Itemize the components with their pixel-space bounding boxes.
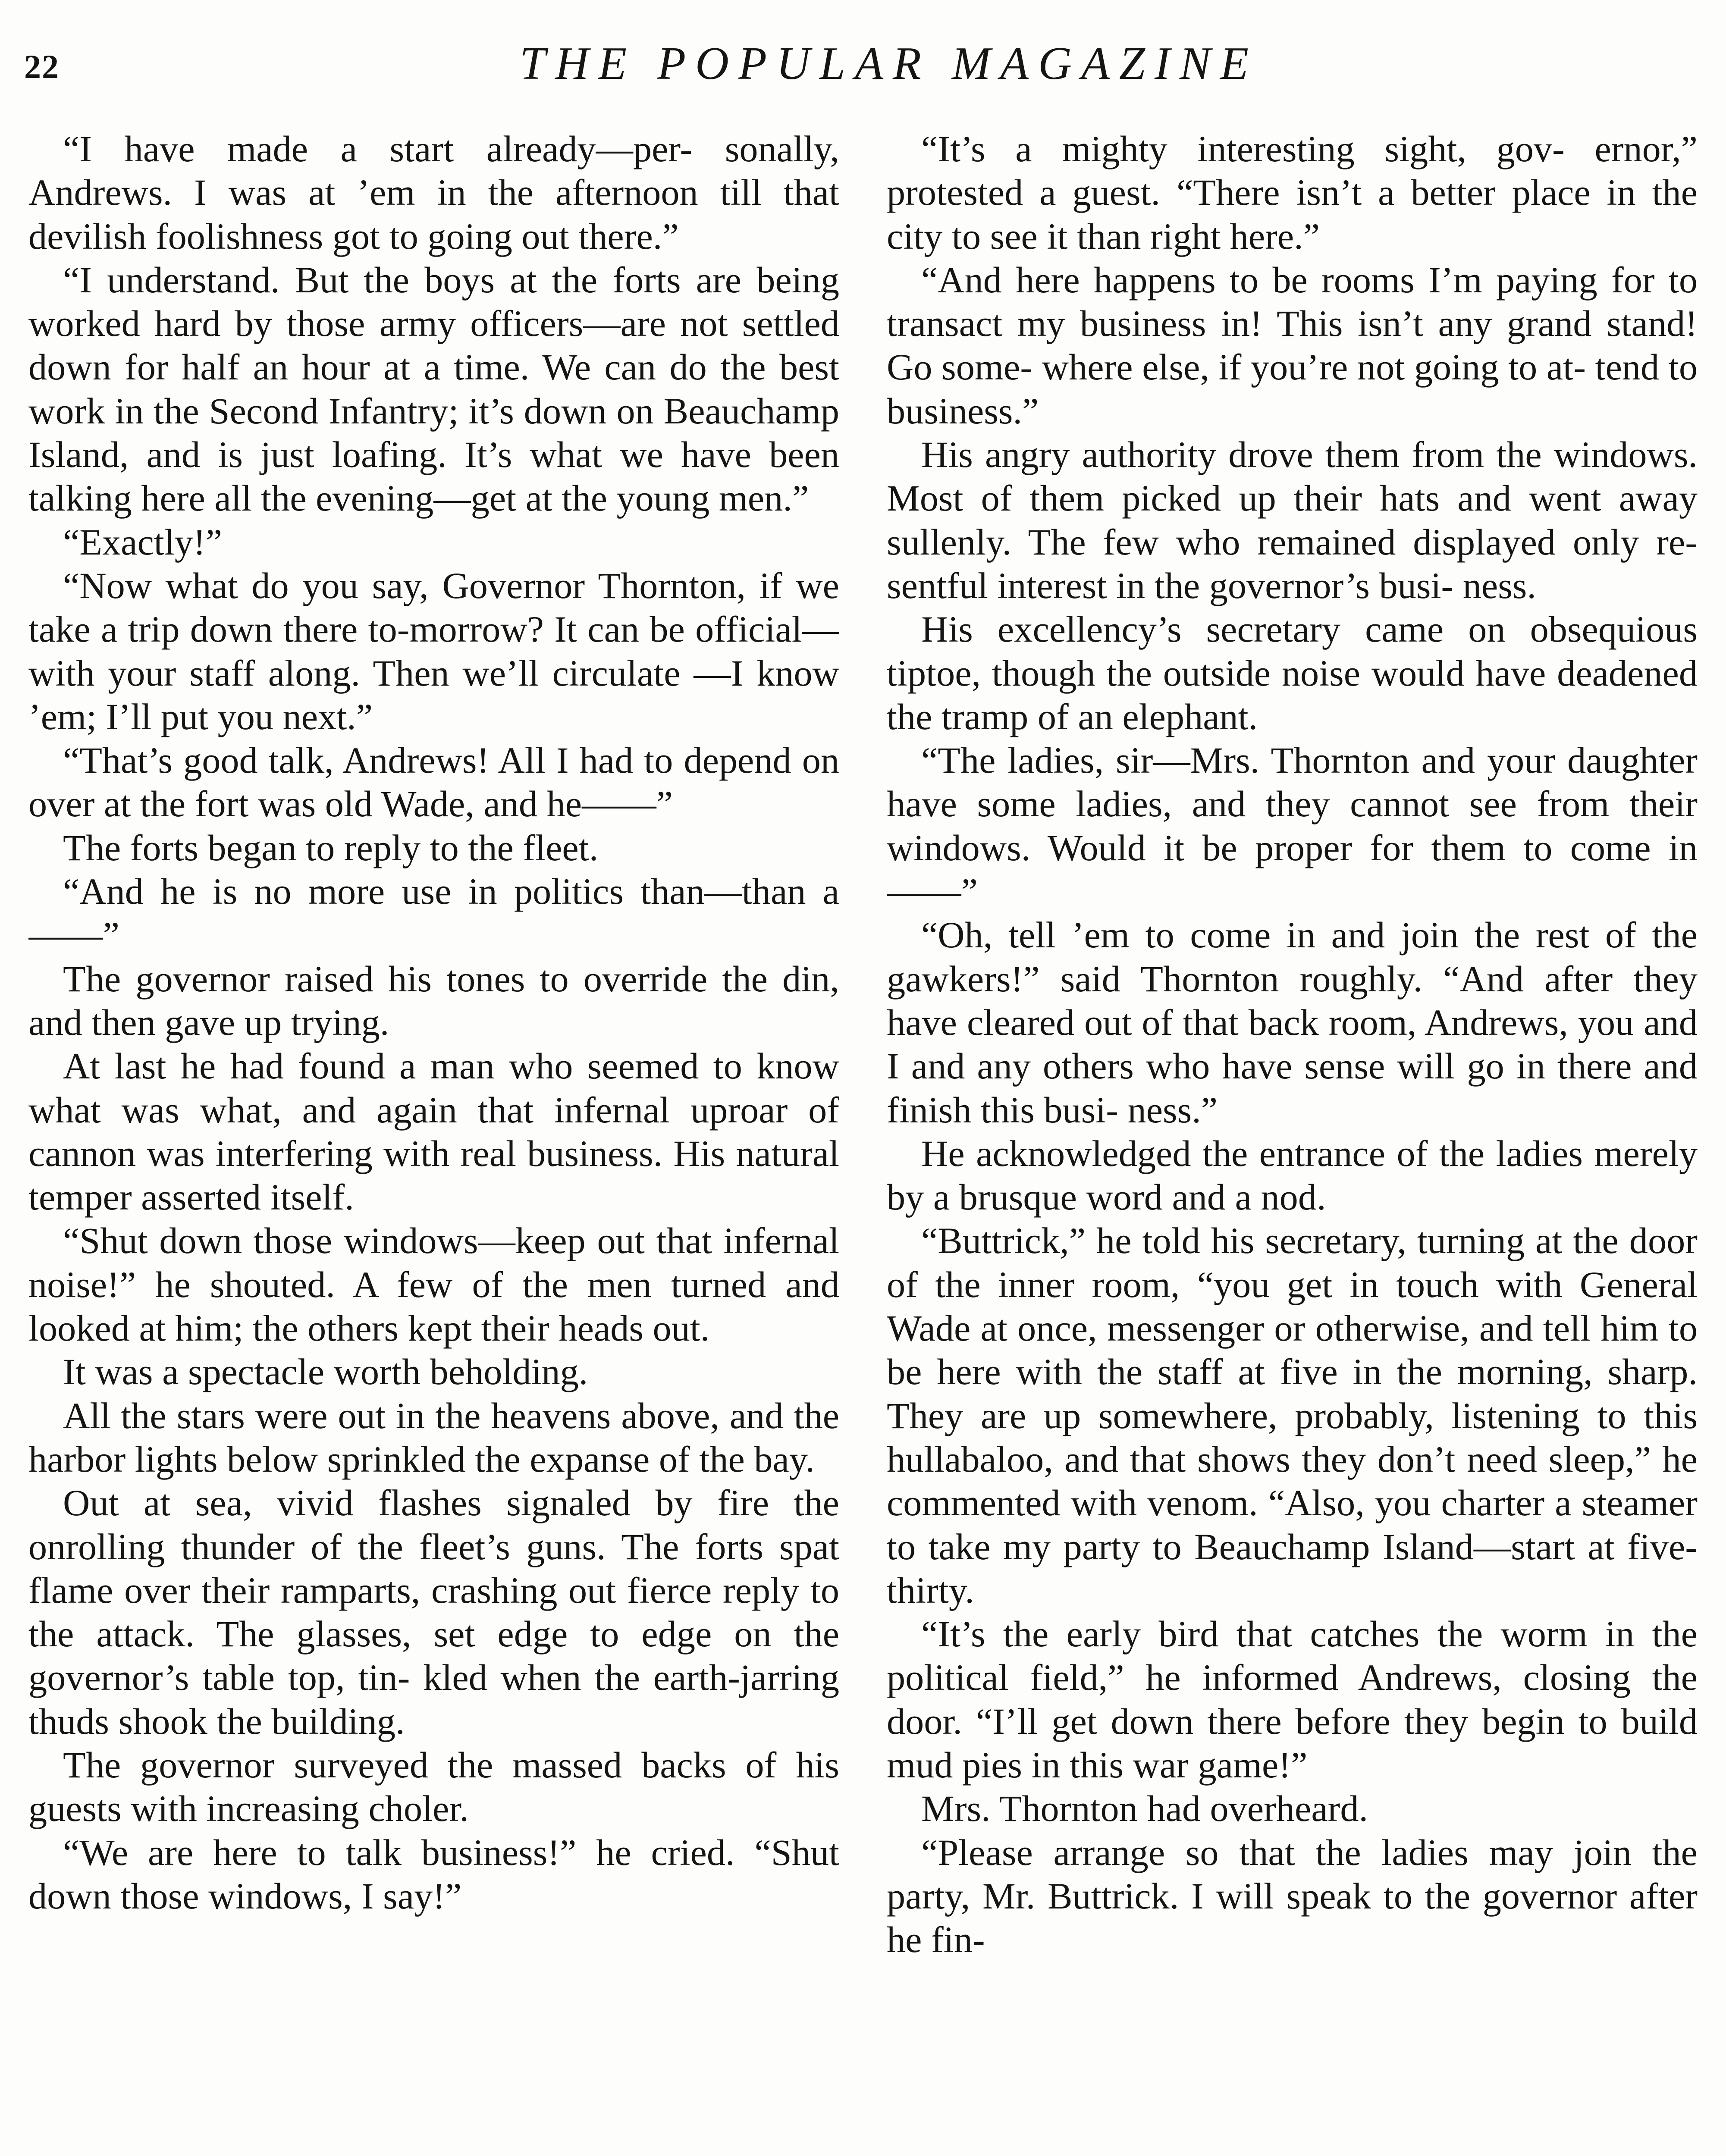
- paragraph: “Oh, tell ’em to come in and join the rest of the gawkers!” said Thornton roughly. “And after they have cleared out of that back room, Andrews, you and I and any others who have sense will go in there and finish this busi- ness.”: [887, 914, 1698, 1131]
- paragraph: “Shut down those windows—keep out that infernal noise!” he shouted. A few of the men turned and looked at him; the others kept their heads out.: [28, 1220, 839, 1349]
- paragraph: He acknowledged the entrance of the ladies merely by a brusque word and a nod.: [887, 1132, 1698, 1218]
- page-header: [17, 34, 1709, 99]
- page-number: 22: [24, 48, 60, 85]
- paragraph: “I have made a start already—per- sonally, Andrews. I was at ’em in the afternoon till that devilish foolishness got to going out there.”: [28, 128, 839, 257]
- paragraph: It was a spectacle worth beholding.: [63, 1351, 588, 1393]
- text-columns: [28, 127, 1698, 2156]
- paragraph: All the stars were out in the heavens above, and the harbor lights below sprinkled the expanse of the bay.: [28, 1395, 839, 1480]
- paragraph: The governor surveyed the massed backs of his guests with increasing choler.: [28, 1744, 839, 1830]
- paragraph: The governor raised his tones to override the din, and then gave up trying.: [28, 958, 839, 1043]
- paragraph: “Buttrick,” he told his secretary, turning at the door of the inner room, “you get in touch with General Wade at once, messenger or otherwise, and tell him to be here with the staff at five in the morning, sharp. They are up somewhere, probably, listening to this hullabaloo, and that shows they don’t need sleep,” he commented with venom. “Also, you charter a steamer to take my party to Beauchamp Island—start at five-thirty.: [887, 1220, 1698, 1611]
- paragraph: “I understand. But the boys at the forts are being worked hard by those army officers—are not settled down for half an hour at a time. We can do the best work in the Second Infantry; it’s down on Beauchamp Island, and is just loafing. It’s what we have been talking here all the evening—get at the young men.”: [28, 259, 839, 519]
- right-column: [887, 127, 1698, 2156]
- paragraph: “And he is no more use in politics than—than a——”: [28, 871, 839, 956]
- paragraph: His excellency’s secretary came on obsequious tiptoe, though the outside noise would have deadened the tramp of an elephant.: [887, 608, 1698, 737]
- left-column: [28, 127, 839, 2156]
- paragraph: Mrs. Thornton had overheard.: [921, 1788, 1368, 1830]
- paragraph: “The ladies, sir—Mrs. Thornton and your daughter have some ladies, and they cannot see from their windows. Would it be proper for them to come in——”: [887, 740, 1698, 912]
- magazine-title: THE POPULAR MAGAZINE: [520, 38, 1258, 89]
- paragraph: “Now what do you say, Governor Thornton, if we take a trip down there to-morrow? It can be official—with your staff along. Then we’ll circulate —I know ’em; I’ll put you next.”: [28, 564, 839, 737]
- paragraph: “That’s good talk, Andrews! All I had to depend on over at the fort was old Wade, and he——”: [28, 740, 839, 825]
- paragraph: The forts began to reply to the fleet.: [63, 827, 599, 868]
- paragraph: “It’s a mighty interesting sight, gov- ernor,” protested a guest. “There isn’t a better place in the city to see it than right here.”: [887, 128, 1698, 257]
- paragraph: Out at sea, vivid flashes signaled by fire the onrolling thunder of the fleet’s guns. The forts spat flame over their ramparts, crashing out fierce reply to the attack. The glasses, set edge to edge on the governor’s table top, tin- kled when the earth-jarring thuds shook the building.: [28, 1482, 839, 1742]
- paragraph: His angry authority drove them from the windows. Most of them picked up their hats and went away sullenly. The few who remained displayed only re- sentful interest in the governor’s busi- ness.: [887, 434, 1698, 606]
- paragraph: “We are here to talk business!” he cried. “Shut down those windows, I say!”: [28, 1831, 839, 1917]
- paragraph: “And here happens to be rooms I’m paying for to transact my business in! This isn’t any grand stand! Go some- where else, if you’re not going to at- tend to business.”: [887, 259, 1698, 432]
- paragraph: “Exactly!”: [63, 521, 222, 563]
- paragraph: “Please arrange so that the ladies may join the party, Mr. Buttrick. I will speak to the governor after he fin-: [887, 1831, 1698, 1961]
- paragraph: “It’s the early bird that catches the worm in the political field,” he informed Andrews, closing the door. “I’ll get down there before they begin to build mud pies in this war game!”: [887, 1613, 1698, 1786]
- paragraph: At last he had found a man who seemed to know what was what, and again that infernal uproar of cannon was interfering with real business. His natural temper asserted itself.: [28, 1045, 839, 1218]
